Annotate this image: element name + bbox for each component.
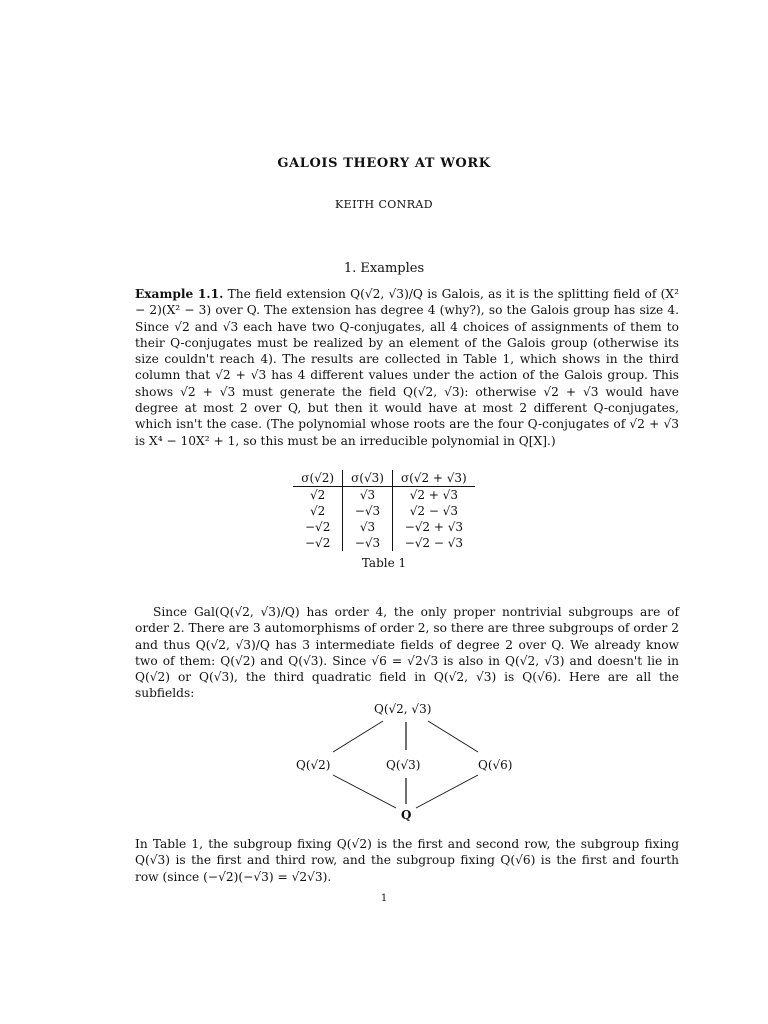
table-cell: −√2 + √3 [404,520,463,534]
table-cell: √2 [293,503,342,519]
table-header-cell: σ(√2) [293,470,342,487]
table-cell: −√3 [343,503,393,519]
lattice-node-middle: Q(√3) [386,758,421,772]
table-header-cell: σ(√2 + √3) [392,470,474,487]
table-cell: √2 − √3 [409,504,458,518]
table-cell: −√2 − √3 [404,536,463,550]
table-cell: √2 + √3 [409,488,458,502]
conclusion-paragraph: In Table 1, the subgroup fixing Q(√2) is the first and second row, the subgroup fixing Q(√3) is the first and third row, and the subgroup fixing Q(√6) is the first and fourth row (since (−√2)(−√3) = √2√3). [135,837,679,884]
table-cell: −√2 [293,535,342,551]
lattice-edge-right-bottom [416,775,478,808]
lattice-node-bottom: Q [401,808,412,822]
lattice-node-left: Q(√2) [296,758,331,772]
table-cell: −√2 [293,519,342,535]
lattice-edge-top-right [428,721,478,752]
paper-title: GALOIS THEORY AT WORK [277,156,491,171]
table-header-cell: σ(√3) [343,470,393,487]
table-cell: −√3 [343,535,393,551]
lattice-node-top: Q(√2, √3) [374,702,432,716]
table-cell: √3 [343,487,393,504]
subgroups-paragraph: Since Gal(Q(√2, √3)/Q) has order 4, the only proper nontrivial subgroups are of order 2. There are 3 automorphisms of order 2, so there are three subgroups of order 2 and thus Q(√2, √3)/Q has 3 intermediate fields of degree 2 over Q. We already know two of them: Q(√2) and Q(√3). Since √6 = √2√3 is also in Q(√2, √3) and doesn't lie in Q(√2) or Q(√3), the third quadratic field in Q(√2, √3) is Q(√6). Here are all the subfields: [135,605,679,701]
author-name: KEITH CONRAD [335,198,433,211]
page-number: 1 [380,893,388,904]
lattice-node-right: Q(√6) [478,758,513,772]
table-cell: √3 [343,519,393,535]
table-cell: √2 [293,487,342,504]
table-caption: Table 1 [361,556,407,570]
example-body: The field extension Q(√2, √3)/Q is Galois, as it is the splitting field of (X² − 2)(X² − 3) over Q. The extension has degree 4 (why?), so the Galois group has size 4. Since √2 and √3 each have two Q-conjugates, all 4 choices of assignments of them to their Q-conjugates must be realized by an element of the Galois group (otherwise its size couldn't reach 4). The results are collected in Table 1, which shows in the third column that √2 + √3 has 4 different values under the action of the Galois group. This shows √2 + √3 must generate the field Q(√2, √3): otherwise √2 + √3 would have degree at most 2 over Q, but then it would have at most 2 different Q-conjugates, which isn't the case. (The polynomial whose roots are the four Q-conjugates of √2 + √3 is X⁴ − 10X² + 1, so this must be an irreducible polynomial in Q[X].) [135,287,679,448]
lattice-edge-top-left [333,721,383,752]
section-heading: 1. Examples [343,261,425,276]
example-label: Example 1.1. [135,287,224,301]
lattice-edge-left-bottom [333,775,396,808]
